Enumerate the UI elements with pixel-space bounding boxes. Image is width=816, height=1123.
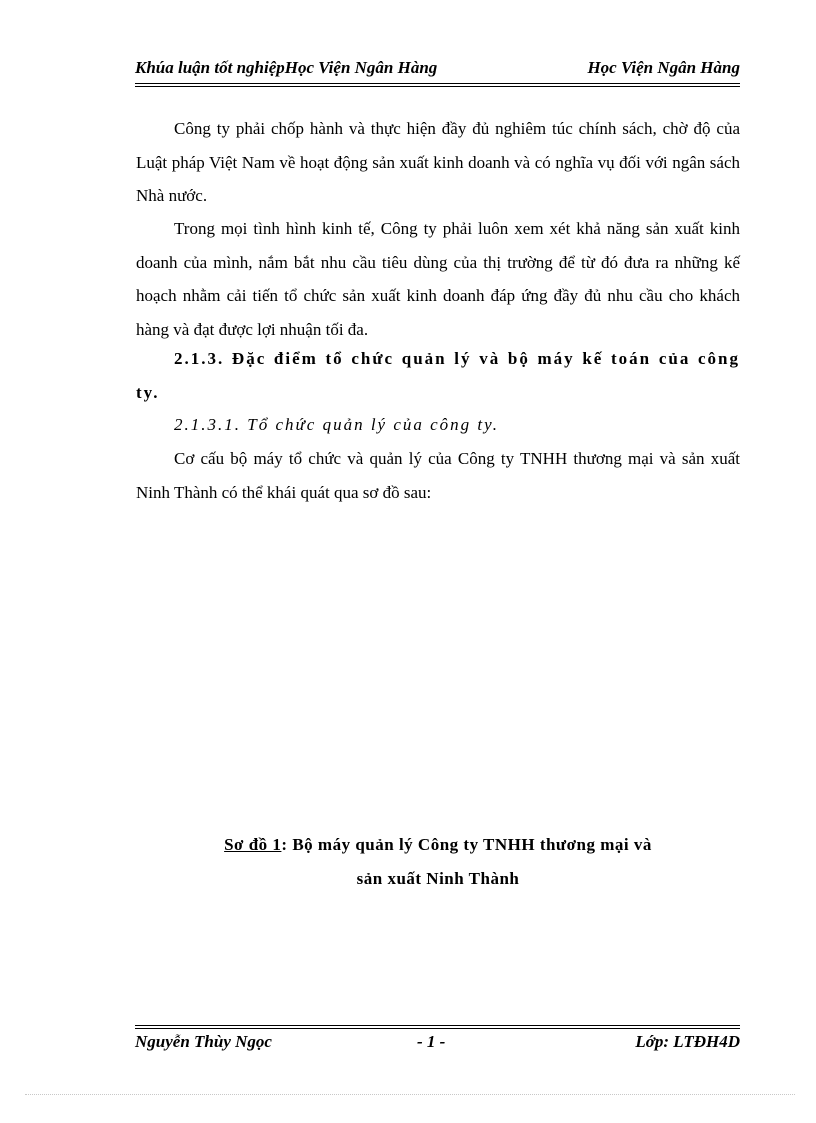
- caption-label: Sơ đồ 1: [224, 835, 282, 854]
- footer-rule: [135, 1025, 740, 1026]
- paragraph-1: Công ty phải chốp hành và thực hiện đầy đủ nghiêm túc chính sách, chờ độ của Luật pháp Việt Nam về hoạt động sản xuất kinh doanh và có nghĩa vụ đối với ngân sách Nhà nước.: [136, 119, 740, 205]
- footer-page-number: - 1 -: [417, 1032, 446, 1051]
- paragraph-2: Trong mọi tình hình kinh tế, Công ty phải luôn xem xét khả năng sản xuất kinh doanh của mình, nắm bắt nhu cầu tiêu dùng của thị trường để từ đó đưa ra những kế hoạch nhằm cải tiến tổ chức sản xuất kinh doanh đáp ứng đầy đủ nhu cầu cho khách hàng và đạt được lợi nhuận tối đa.: [136, 219, 740, 339]
- header-left-text: Khúa luận tốt nghiệpHọc Viện Ngân Hàng: [135, 58, 438, 77]
- paragraph-3: Cơ cấu bộ máy tổ chức và quản lý của Công ty TNHH thương mại và sản xuất Ninh Thành có thể khái quát qua sơ đồ sau:: [136, 449, 740, 502]
- subsection-heading: 2.1.3.1. Tổ chức quản lý của công ty.: [174, 415, 500, 434]
- diagram-caption: [136, 828, 740, 862]
- header-right-text: Học Viện Ngân Hàng: [587, 58, 740, 77]
- diagram-caption-line-2: sản xuất Ninh Thành: [356, 869, 520, 888]
- section-heading: 2.1.3. Đặc điểm tổ chức quản lý và bộ máy kế toán của công ty.: [136, 349, 740, 402]
- diagram-placeholder: [136, 515, 740, 825]
- footer-author: Nguyễn Thùy Ngọc: [135, 1032, 272, 1051]
- header-rule: [135, 83, 740, 84]
- caption-line-1: : Bộ máy quản lý Công ty TNHH thương mại và: [281, 835, 652, 854]
- page-header: [135, 58, 740, 82]
- footer-rule-double: [135, 1028, 740, 1029]
- footer-class: Lớp: LTĐH4D: [635, 1032, 740, 1051]
- header-rule-double: [135, 86, 740, 87]
- page-boundary: [25, 1094, 795, 1095]
- page-footer: [135, 1032, 740, 1056]
